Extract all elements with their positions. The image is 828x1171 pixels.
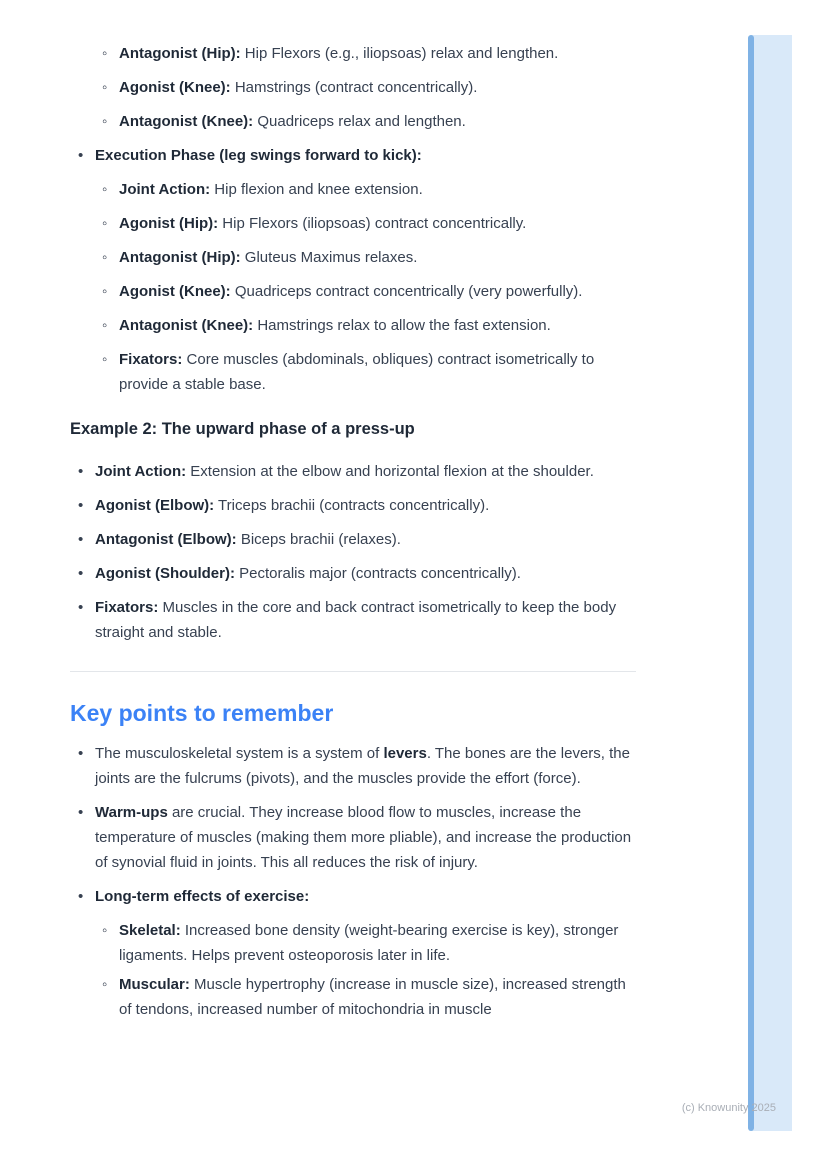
list-item bbox=[70, 313, 636, 338]
item-text bbox=[119, 347, 636, 397]
bullet-disc-icon: • bbox=[78, 888, 84, 905]
item-text-bold: Antagonist (Knee): bbox=[119, 113, 254, 130]
bullet-circle-icon: ◦ bbox=[102, 317, 108, 334]
item-text bbox=[119, 313, 636, 338]
item-text-bold: Joint Action: bbox=[95, 463, 187, 480]
item-text bbox=[119, 109, 636, 134]
item-text-bold: Warm-ups bbox=[95, 804, 168, 821]
item-text bbox=[119, 75, 636, 100]
list-item bbox=[70, 143, 636, 168]
bullet-disc-icon: • bbox=[78, 147, 84, 164]
bullet-circle-icon: ◦ bbox=[102, 181, 108, 198]
item-text-segment: Quadriceps relax and lengthen. bbox=[253, 113, 466, 130]
bullet-disc-icon: • bbox=[78, 565, 84, 582]
item-text-bold: Fixators: bbox=[119, 351, 183, 368]
list-item bbox=[70, 741, 636, 791]
list-item bbox=[70, 493, 636, 518]
divider bbox=[70, 671, 636, 672]
item-text bbox=[95, 884, 636, 909]
item-text bbox=[95, 143, 636, 168]
item-text-bold: Execution Phase (leg swings forward to kick): bbox=[95, 147, 422, 164]
item-text bbox=[95, 527, 636, 552]
item-text-segment: Hamstrings (contract concentrically). bbox=[230, 79, 478, 96]
item-text-segment: Muscles in the core and back contract isometrically to keep the body straight and stable. bbox=[95, 599, 617, 641]
list-item bbox=[70, 109, 636, 134]
item-text-bold: Agonist (Shoulder): bbox=[95, 565, 235, 582]
list-item bbox=[70, 595, 636, 645]
list bbox=[70, 741, 636, 1022]
item-text-segment: Core muscles (abdominals, obliques) contract isometrically to provide a stable base. bbox=[119, 351, 595, 393]
item-text-segment: Triceps brachii (contracts concentrically). bbox=[214, 497, 490, 514]
list-item bbox=[70, 527, 636, 552]
item-text bbox=[95, 493, 636, 518]
list-item bbox=[70, 561, 636, 586]
list-item bbox=[70, 41, 636, 66]
key-points-heading: Key points to remember bbox=[70, 700, 334, 726]
item-text-segment: Hip Flexors (iliopsoas) contract concentrically. bbox=[218, 215, 527, 232]
item-text-bold: Agonist (Hip): bbox=[119, 215, 219, 232]
item-text bbox=[95, 459, 636, 484]
list-item bbox=[70, 245, 636, 270]
bullet-disc-icon: • bbox=[78, 497, 84, 514]
item-text-bold: Joint Action: bbox=[119, 181, 211, 198]
item-text-segment: Gluteus Maximus relaxes. bbox=[240, 249, 418, 266]
bullet-circle-icon: ◦ bbox=[102, 283, 108, 300]
item-text-bold: Antagonist (Hip): bbox=[119, 249, 241, 266]
item-text-segment: Hip flexion and knee extension. bbox=[210, 181, 423, 198]
bullet-circle-icon: ◦ bbox=[102, 113, 108, 130]
document-content bbox=[70, 32, 636, 1026]
item-text-bold: Antagonist (Knee): bbox=[119, 317, 254, 334]
item-text bbox=[119, 279, 636, 304]
item-text bbox=[119, 211, 636, 236]
bullet-circle-icon: ◦ bbox=[102, 976, 108, 993]
list-item bbox=[70, 972, 636, 1022]
item-text-segment: are crucial. They increase blood flow to muscles, increase the temperature of muscles (making them more pliable), and increase the production of synovial fluid in joints. This all reduces the risk of injury. bbox=[95, 804, 632, 871]
bullet-circle-icon: ◦ bbox=[102, 351, 108, 368]
bullet-circle-icon: ◦ bbox=[102, 922, 108, 939]
item-text-bold: Long-term effects of exercise: bbox=[95, 888, 310, 905]
bullet-circle-icon: ◦ bbox=[102, 249, 108, 266]
bullet-disc-icon: • bbox=[78, 463, 84, 480]
item-text-segment: Increased bone density (weight-bearing exercise is key), stronger ligaments. Helps prevent osteoporosis later in life. bbox=[119, 922, 619, 964]
list-item bbox=[70, 177, 636, 202]
list-item bbox=[70, 211, 636, 236]
item-text bbox=[95, 561, 636, 586]
item-text-segment: Extension at the elbow and horizontal flexion at the shoulder. bbox=[186, 463, 594, 480]
item-text-bold: Skeletal: bbox=[119, 922, 181, 939]
item-text-bold: Antagonist (Hip): bbox=[119, 45, 241, 62]
list-item bbox=[70, 918, 636, 968]
item-text-bold: Muscular: bbox=[119, 976, 190, 993]
item-text-bold: Agonist (Knee): bbox=[119, 79, 231, 96]
bullet-circle-icon: ◦ bbox=[102, 45, 108, 62]
item-text-segment: Hip Flexors (e.g., iliopsoas) relax and lengthen. bbox=[240, 45, 559, 62]
bullet-circle-icon: ◦ bbox=[102, 215, 108, 232]
item-text bbox=[95, 800, 636, 875]
item-text-bold: levers bbox=[383, 745, 427, 762]
bullet-disc-icon: • bbox=[78, 745, 84, 762]
item-text-segment: Hamstrings relax to allow the fast extension. bbox=[253, 317, 551, 334]
item-text-segment: . The bones are the levers, the joints are the fulcrums (pivots), and the muscles provide the effort (force). bbox=[95, 745, 630, 787]
item-text bbox=[95, 741, 636, 791]
item-text bbox=[95, 595, 636, 645]
item-text bbox=[119, 245, 636, 270]
list-item bbox=[70, 459, 636, 484]
item-text bbox=[119, 972, 636, 1022]
item-text bbox=[119, 918, 636, 968]
scrollbar-track[interactable] bbox=[751, 35, 792, 1131]
item-text-bold: Antagonist (Elbow): bbox=[95, 531, 237, 548]
list-item bbox=[70, 800, 636, 875]
list-item bbox=[70, 75, 636, 100]
item-text bbox=[119, 41, 636, 66]
scrollbar-thumb[interactable] bbox=[748, 35, 754, 1131]
item-text-bold: Agonist (Knee): bbox=[119, 283, 231, 300]
item-text-segment: Pectoralis major (contracts concentrically). bbox=[234, 565, 521, 582]
item-text-segment: Muscle hypertrophy (increase in muscle size), increased strength of tendons, increased number of mitochondria in muscle bbox=[119, 976, 626, 1018]
list bbox=[70, 459, 636, 645]
list-item bbox=[70, 347, 636, 397]
list-item bbox=[70, 884, 636, 909]
list bbox=[70, 41, 636, 397]
section-heading: Example 2: The upward phase of a press-up bbox=[70, 420, 415, 438]
bullet-disc-icon: • bbox=[78, 599, 84, 616]
item-text bbox=[119, 177, 636, 202]
item-text-bold: Agonist (Elbow): bbox=[95, 497, 215, 514]
bullet-circle-icon: ◦ bbox=[102, 79, 108, 96]
bullet-disc-icon: • bbox=[78, 804, 84, 821]
bullet-disc-icon: • bbox=[78, 531, 84, 548]
item-text-segment: The musculoskeletal system is a system of bbox=[95, 745, 384, 762]
item-text-segment: Quadriceps contract concentrically (very powerfully). bbox=[230, 283, 583, 300]
item-text-segment: Biceps brachii (relaxes). bbox=[236, 531, 401, 548]
item-text-bold: Fixators: bbox=[95, 599, 159, 616]
list-item bbox=[70, 279, 636, 304]
footer-copyright: (c) Knowunity 2025 bbox=[681, 1102, 776, 1114]
